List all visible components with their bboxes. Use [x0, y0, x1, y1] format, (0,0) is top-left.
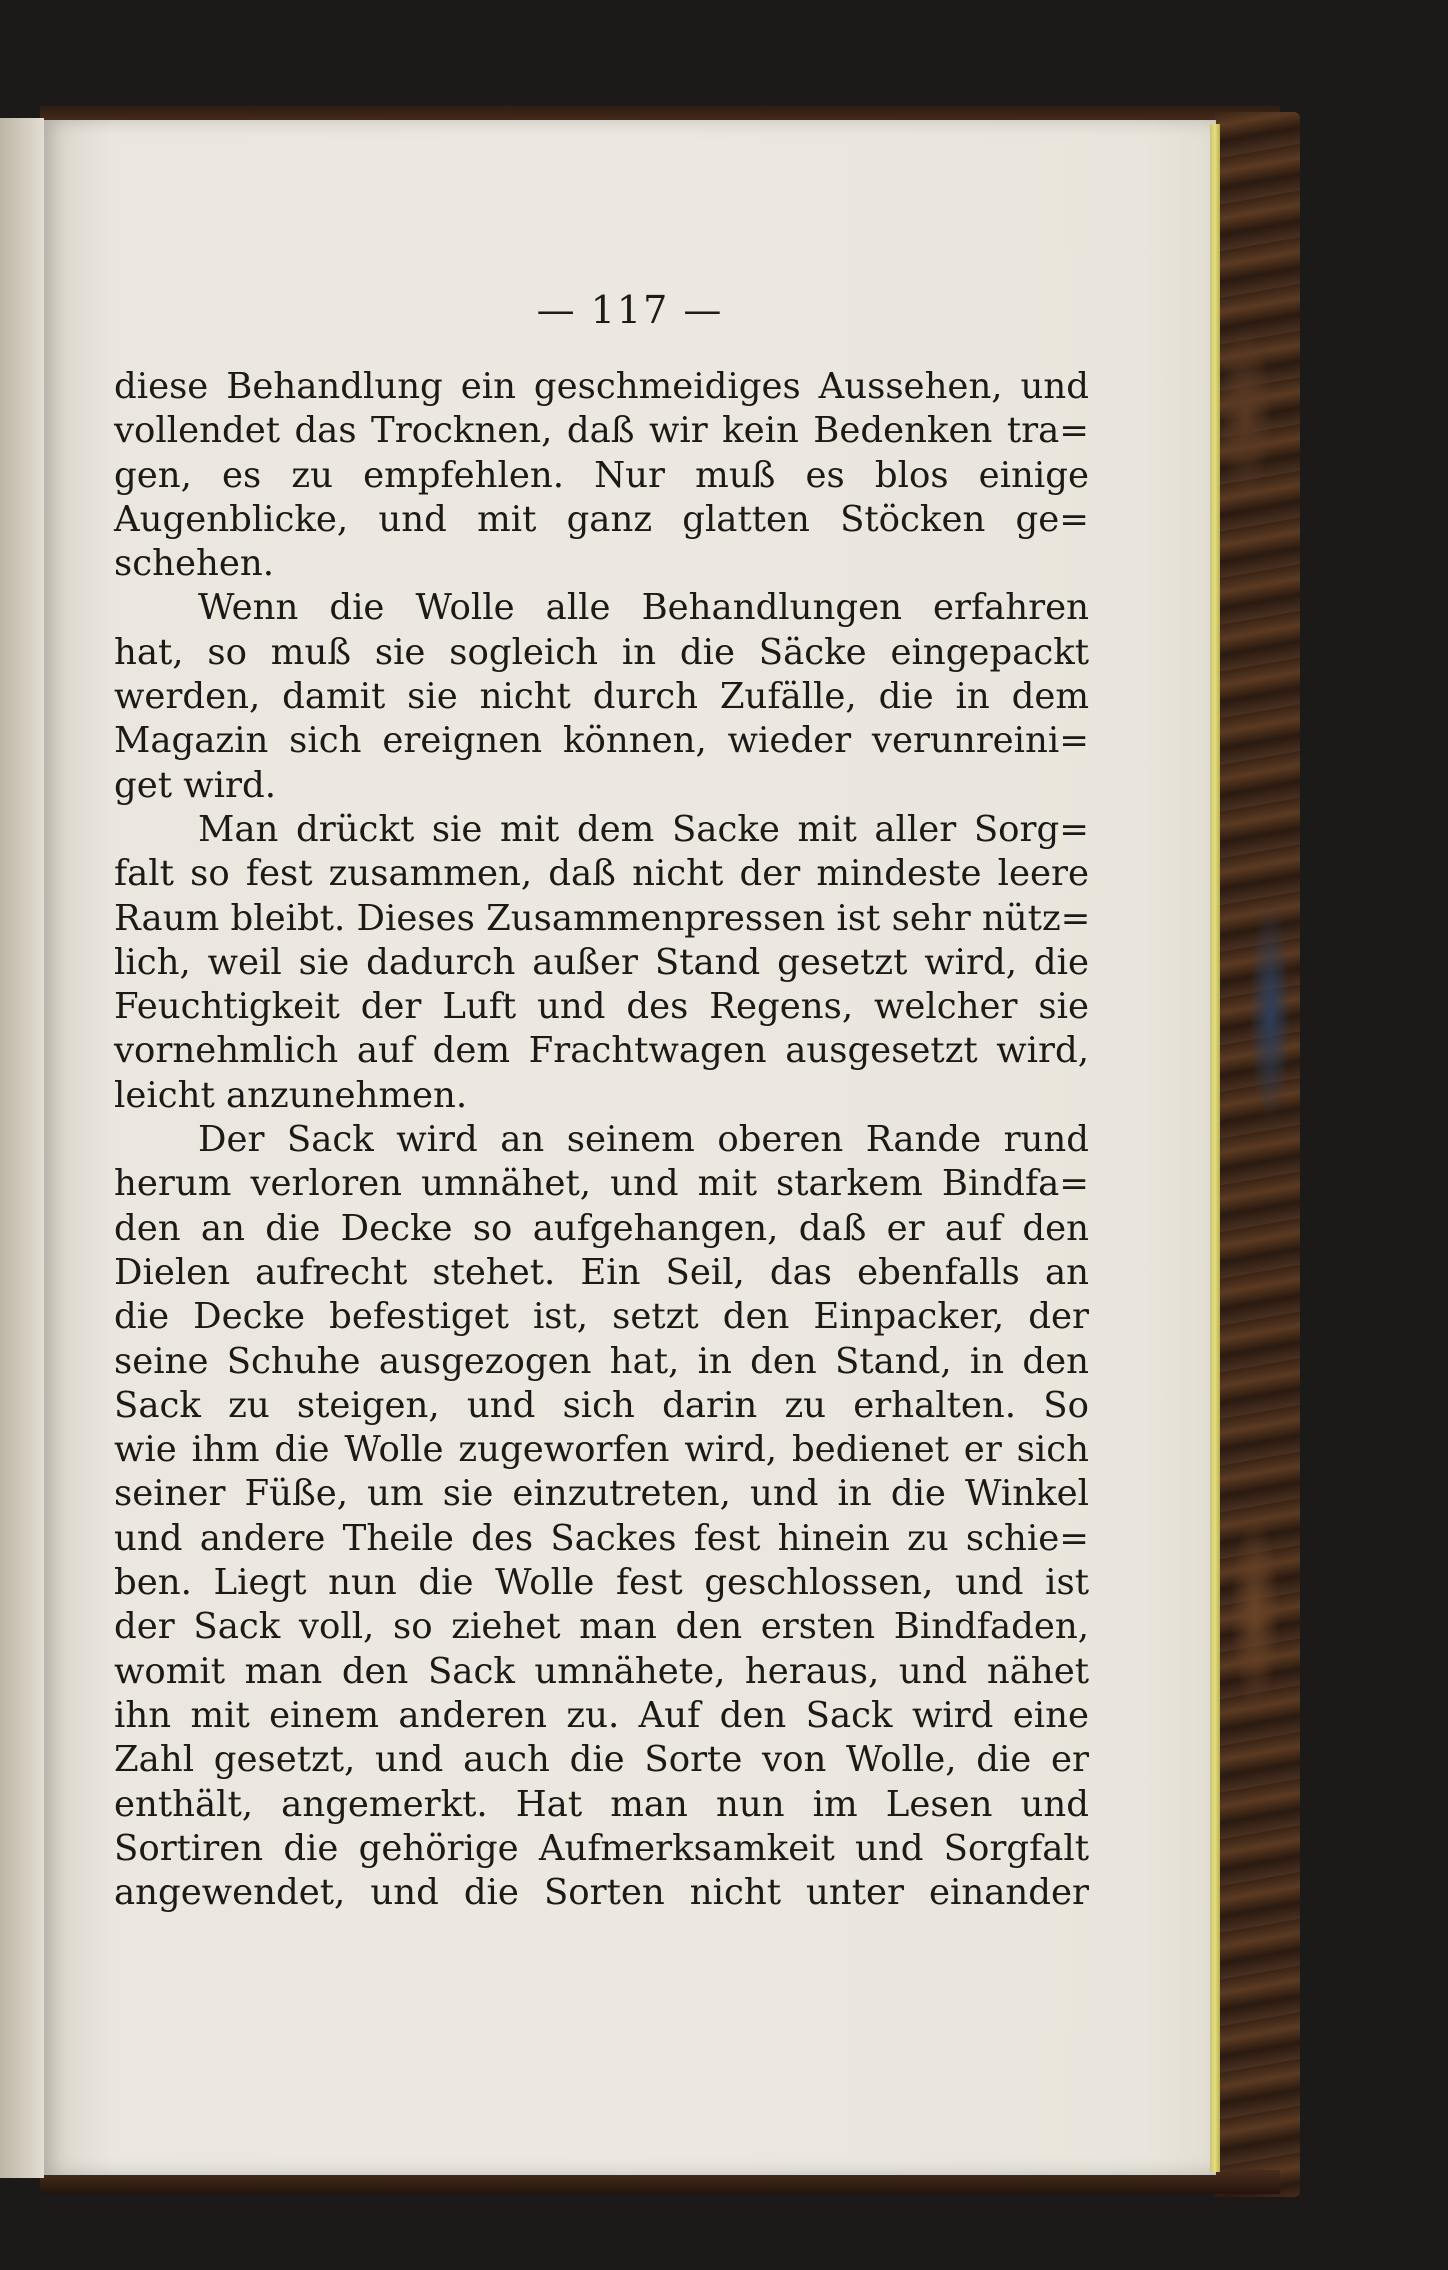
- text-line: Sack zu steigen, und sich darin zu erhalten. So: [114, 1384, 1089, 1426]
- page-number-header: — 117 —: [536, 288, 724, 332]
- text-line: schehen.: [114, 543, 274, 585]
- page-gilt-edge: [1210, 124, 1220, 2172]
- page-body-text: [114, 365, 1089, 1915]
- text-line: den an die Decke so aufgehangen, daß er auf den: [114, 1207, 1089, 1249]
- text-line: vornehmlich auf dem Frachtwagen ausgesetzt wird,: [114, 1030, 1089, 1072]
- text-line: Magazin sich ereignen können, wieder verunreini=: [114, 720, 1089, 762]
- text-line: die Decke befestiget ist, setzt den Einpacker, der: [114, 1296, 1089, 1338]
- text-line: Zahl gesetzt, und auch die Sorte von Wolle, die er: [114, 1739, 1089, 1781]
- book-page: [44, 120, 1216, 2175]
- text-line: angewendet, und die Sorten nicht unter einander: [114, 1872, 1089, 1914]
- text-line: gen, es zu empfehlen. Nur muß es blos einige: [114, 454, 1089, 496]
- text-line: ben. Liegt nun die Wolle fest geschlossen, und ist: [114, 1562, 1089, 1604]
- text-line: herum verloren umnähet, und mit starkem Bindfa=: [114, 1163, 1089, 1205]
- text-line: seiner Füße, um sie einzutreten, und in die Winkel: [114, 1473, 1089, 1515]
- text-line: und andere Theile des Sackes fest hinein zu schie=: [114, 1517, 1089, 1559]
- facing-page-edge: [0, 118, 44, 2178]
- text-line: enthält, angemerkt. Hat man nun im Lesen und: [114, 1783, 1089, 1825]
- text-line: falt so fest zusammen, daß nicht der mindeste leere: [114, 853, 1089, 895]
- text-line: seine Schuhe ausgezogen hat, in den Stand, in den: [114, 1340, 1089, 1382]
- text-line: werden, damit sie nicht durch Zufälle, die in dem: [114, 676, 1089, 718]
- text-line: Der Sack wird an seinem oberen Rande rund: [198, 1119, 1089, 1161]
- text-line: Sortiren die gehörige Aufmerksamkeit und Sorgfalt: [114, 1827, 1089, 1869]
- text-line: hat, so muß sie sogleich in die Säcke eingepackt: [114, 631, 1089, 673]
- text-line: Man drückt sie mit dem Sacke mit aller Sorg=: [198, 808, 1089, 850]
- text-line: Feuchtigkeit der Luft und des Regens, welcher sie: [114, 986, 1089, 1028]
- text-line: ihn mit einem anderen zu. Auf den Sack wird eine: [114, 1694, 1089, 1736]
- text-line: Wenn die Wolle alle Behandlungen erfahren: [198, 587, 1089, 629]
- text-line: diese Behandlung ein geschmeidiges Aussehen, und: [114, 366, 1089, 407]
- text-line: get wird.: [114, 764, 277, 806]
- text-line: der Sack voll, so ziehet man den ersten Bindfaden,: [114, 1606, 1089, 1648]
- text-line: Dielen aufrecht stehet. Ein Seil, das ebenfalls an: [114, 1251, 1089, 1293]
- book-cover-marbled: [1215, 112, 1300, 2197]
- text-line: Augenblicke, und mit ganz glatten Stöcken ge=: [114, 498, 1089, 540]
- text-line: Raum bleibt. Dieses Zusammenpressen ist sehr nütz=: [114, 897, 1091, 939]
- text-line: womit man den Sack umnähete, heraus, und nähet: [114, 1650, 1089, 1692]
- text-line: vollendet das Trocknen, daß wir kein Bedenken tra=: [114, 410, 1089, 452]
- text-line: wie ihm die Wolle zugeworfen wird, bedienet er sich: [114, 1429, 1089, 1471]
- text-line: leicht anzunehmen.: [114, 1074, 468, 1116]
- text-line: lich, weil sie dadurch außer Stand gesetzt wird, die: [114, 941, 1089, 983]
